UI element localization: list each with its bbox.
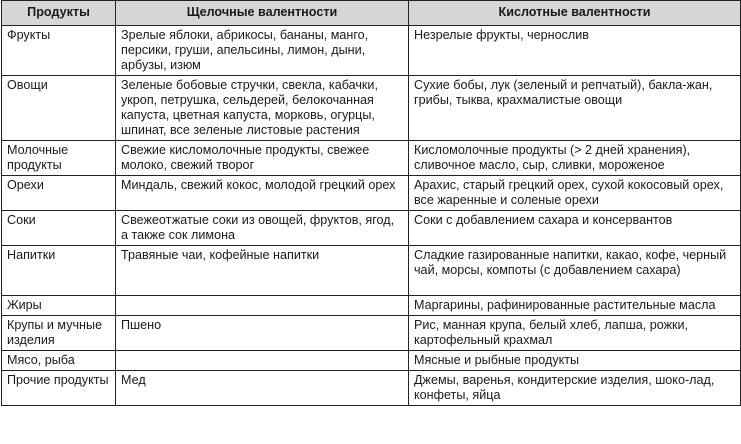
- acidic-cell: Незрелые фрукты, чернослив: [409, 26, 741, 76]
- table-row: [2, 246, 741, 296]
- header-products: Продукты: [2, 1, 116, 26]
- acidic-cell: Сладкие газированные напитки, какао, кофе, черный чай, морсы, компоты (с добавлением сахара): [409, 246, 741, 296]
- category-cell: Молочные продукты: [2, 141, 116, 176]
- acidic-cell: Кисломолочные продукты (> 2 дней хранения), сливочное масло, сыр, сливки, мороженое: [409, 141, 741, 176]
- alkaline-cell: [116, 296, 409, 316]
- acidic-cell: Мясные и рыбные продукты: [409, 351, 741, 371]
- valence-table: [1, 0, 741, 406]
- header-alkaline: Щелочные валентности: [116, 1, 409, 26]
- alkaline-cell: Свежие кисломолочные продукты, свежее молоко, свежий творог: [116, 141, 409, 176]
- table-row: [2, 141, 741, 176]
- category-cell: Соки: [2, 211, 116, 246]
- table-row: [2, 296, 741, 316]
- acidic-cell: Сухие бобы, лук (зеленый и репчатый), бакла-жан, грибы, тыква, крахмалистые овощи: [409, 76, 741, 141]
- alkaline-cell: Травяные чаи, кофейные напитки: [116, 246, 409, 296]
- table-row: [2, 176, 741, 211]
- header-acidic: Кислотные валентности: [409, 1, 741, 26]
- alkaline-cell: [116, 351, 409, 371]
- table-row: [2, 371, 741, 406]
- table-row: [2, 211, 741, 246]
- category-cell: Овощи: [2, 76, 116, 141]
- table-row: [2, 316, 741, 351]
- category-cell: Прочие продукты: [2, 371, 116, 406]
- acidic-cell: Маргарины, рафинированные растительные масла: [409, 296, 741, 316]
- table-header-row: [2, 1, 741, 26]
- alkaline-cell: Зрелые яблоки, абрикосы, бананы, манго, персики, груши, апельсины, лимон, дыни, арбузы, изюм: [116, 26, 409, 76]
- category-cell: Напитки: [2, 246, 116, 296]
- acidic-cell: Арахис, старый грецкий орех, сухой кокосовый орех, все жаренные и соленые орехи: [409, 176, 741, 211]
- acidic-cell: Рис, манная крупа, белый хлеб, лапша, рожки, картофельный крахмал: [409, 316, 741, 351]
- category-cell: Орехи: [2, 176, 116, 211]
- alkaline-cell: Миндаль, свежий кокос, молодой грецкий орех: [116, 176, 409, 211]
- alkaline-cell: Зеленые бобовые стручки, свекла, кабачки, укроп, петрушка, сельдерей, белокочанная капуста, цветная капуста, морковь, огурцы, шпинат, все зеленые листовые растения: [116, 76, 409, 141]
- alkaline-cell: Свежеотжатые соки из овощей, фруктов, ягод, а также сок лимона: [116, 211, 409, 246]
- table-row: [2, 351, 741, 371]
- acidic-cell: Соки с добавлением сахара и консервантов: [409, 211, 741, 246]
- acidic-cell: Джемы, варенья, кондитерские изделия, шоко-лад, конфеты, яйца: [409, 371, 741, 406]
- category-cell: Фрукты: [2, 26, 116, 76]
- table-row: [2, 76, 741, 141]
- table-row: [2, 26, 741, 76]
- category-cell: Крупы и мучные изделия: [2, 316, 116, 351]
- category-cell: Мясо, рыба: [2, 351, 116, 371]
- alkaline-cell: Пшено: [116, 316, 409, 351]
- alkaline-cell: Мед: [116, 371, 409, 406]
- category-cell: Жиры: [2, 296, 116, 316]
